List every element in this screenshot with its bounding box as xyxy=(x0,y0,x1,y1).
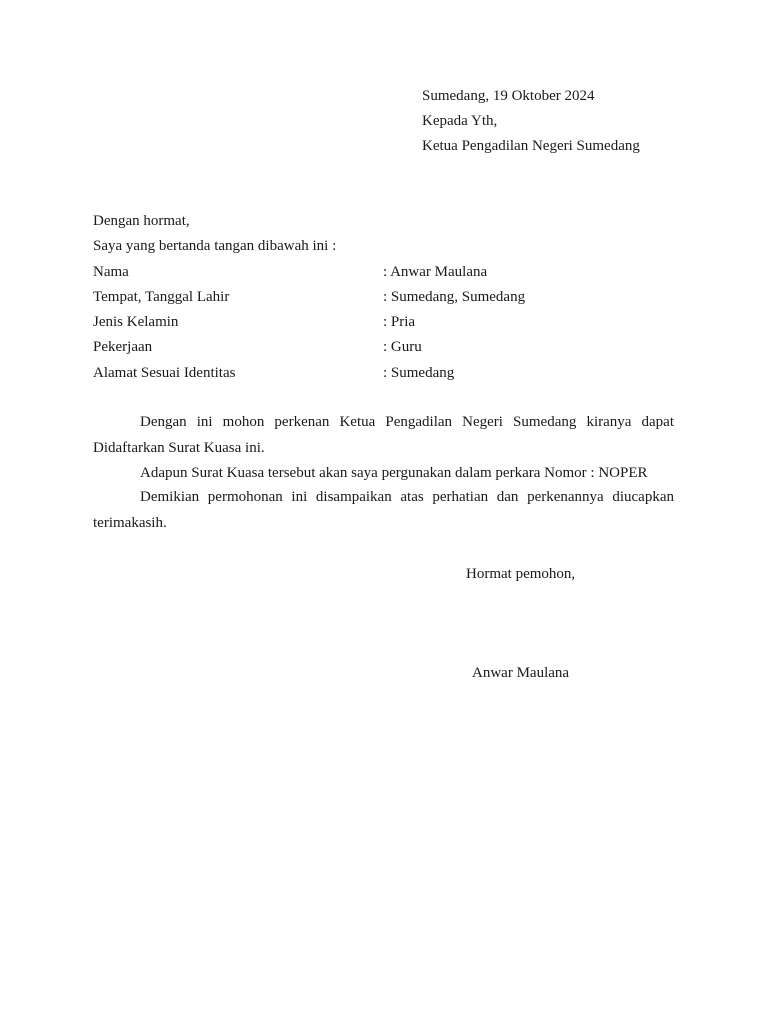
body-paragraph-2: Adapun Surat Kuasa tersebut akan saya pergunakan dalam perkara Nomor : NOPER xyxy=(140,465,648,481)
signatory-name: Anwar Maulana xyxy=(472,665,570,681)
field-value-pekerjaan: : Guru xyxy=(383,339,422,355)
field-label-alamat: Alamat Sesuai Identitas xyxy=(93,365,236,381)
field-label-pekerjaan: Pekerjaan xyxy=(93,339,153,355)
field-value-jenis-kelamin: : Pria xyxy=(383,314,416,330)
field-value-alamat: : Sumedang xyxy=(383,365,455,381)
body-paragraph-3: Demikian permohonan ini disampaikan atas perhatian dan perkenannya diucapkan terimakasih. xyxy=(93,489,674,531)
intro-line: Saya yang bertanda tangan dibawah ini : xyxy=(93,238,337,254)
body-paragraph-1: Dengan ini mohon perkenan Ketua Pengadilan Negeri Sumedang kiranya dapat Didaftarkan Surat Kuasa ini. xyxy=(93,414,674,456)
field-label-nama: Nama xyxy=(93,264,129,280)
field-label-ttl: Tempat, Tanggal Lahir xyxy=(93,289,230,305)
field-value-nama: : Anwar Maulana xyxy=(383,264,488,280)
salutation: Dengan hormat, xyxy=(93,213,190,229)
date-line: Sumedang, 19 Oktober 2024 xyxy=(422,88,595,104)
recipient-name: Ketua Pengadilan Negeri Sumedang xyxy=(422,138,640,154)
to-line: Kepada Yth, xyxy=(422,113,498,129)
field-value-ttl: : Sumedang, Sumedang xyxy=(383,289,526,305)
closing-greeting: Hormat pemohon, xyxy=(466,566,576,582)
field-label-jenis-kelamin: Jenis Kelamin xyxy=(93,314,179,330)
